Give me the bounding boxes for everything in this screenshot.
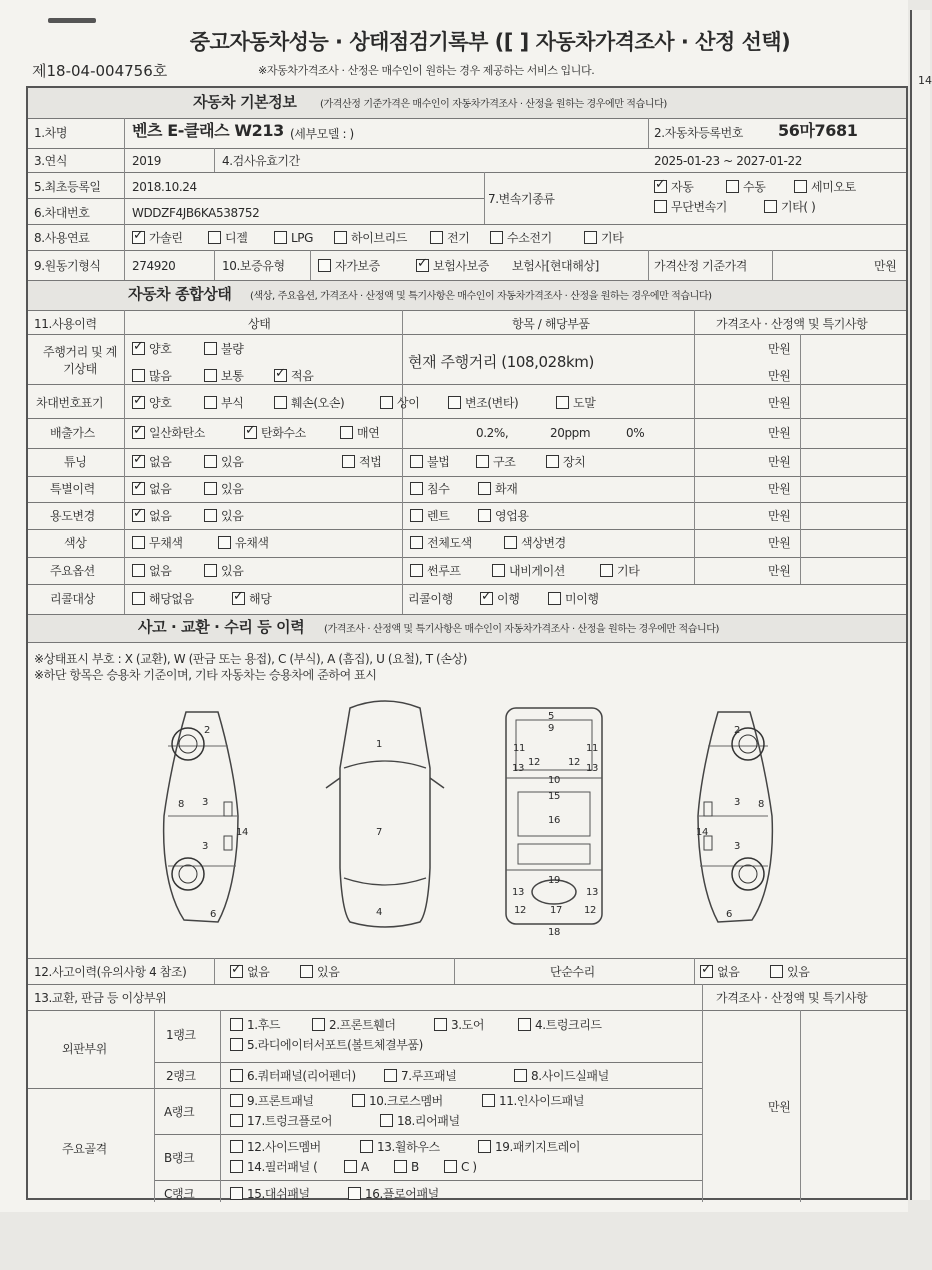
warranty-insurer-name: 보험사[현대해상]: [512, 259, 599, 273]
part-dash-panel[interactable]: 15.대쉬패널: [230, 1187, 310, 1201]
mileage-many[interactable]: 많음: [132, 369, 171, 383]
part-pillar-c-checkbox[interactable]: [444, 1160, 457, 1173]
usage-none[interactable]: ✓ 없음: [132, 509, 171, 523]
document-number: 제18-04-004756호: [32, 62, 168, 80]
option-exist[interactable]: 있음: [204, 564, 243, 578]
tuning-legal[interactable]: 적법: [342, 455, 381, 469]
part-front-fender-checkbox[interactable]: [312, 1018, 325, 1031]
trans-other-checkbox[interactable]: [764, 200, 777, 213]
fuel-lpg-checkbox[interactable]: [274, 231, 287, 244]
special-flood-checkbox[interactable]: [410, 482, 423, 495]
part-wheel-house[interactable]: 13.휠하우스: [360, 1140, 440, 1154]
rank1-label: 1랭크: [166, 1028, 196, 1042]
transmission-label: 7.변속기종류: [488, 192, 555, 206]
valid-period-value: 2025-01-23 ~ 2027-01-22: [654, 154, 802, 168]
recall-label: 리콜대상: [50, 592, 95, 606]
part-front-panel-checkbox[interactable]: [230, 1094, 243, 1107]
color-full-paint[interactable]: 전체도색: [410, 536, 472, 550]
reg-no-value: 56마7681: [778, 121, 858, 140]
tuning-device-checkbox[interactable]: [546, 455, 559, 468]
vin-mark-corrosion-checkbox[interactable]: [204, 396, 217, 409]
recall-not-done[interactable]: 미이행: [548, 592, 599, 606]
trans-manual-checkbox[interactable]: [726, 180, 739, 193]
part-trunk-floor[interactable]: 17.트렁크플로어: [230, 1114, 332, 1128]
usage-rent-checkbox[interactable]: [410, 509, 423, 522]
vin-mark-altered[interactable]: 변조(변타): [448, 396, 518, 410]
accident-none[interactable]: ✓ 없음: [230, 965, 269, 979]
car-left-side-diagram: [148, 706, 258, 928]
color-full-paint-checkbox[interactable]: [410, 536, 423, 549]
usage-rent[interactable]: 렌트: [410, 509, 449, 523]
part-num-9: 9: [548, 723, 554, 734]
color-label: 색상: [64, 536, 87, 550]
part-cross-member[interactable]: 10.크로스멤버: [352, 1094, 443, 1108]
fuel-gasoline[interactable]: ✓ 가솔린: [132, 231, 183, 245]
current-mileage: 현재 주행거리 (108,028km): [408, 353, 594, 371]
part-trunk-lid[interactable]: 4.트렁크리드: [518, 1018, 602, 1032]
usage-price-won: 만원: [768, 509, 791, 523]
mileage-label: 주행거리 및 계기상태: [43, 345, 117, 376]
part-num-1-hood: 1: [376, 739, 382, 750]
vin-mark-smeared-checkbox[interactable]: [556, 396, 569, 409]
part-door-checkbox[interactable]: [434, 1018, 447, 1031]
rankB-label: B랭크: [164, 1151, 195, 1165]
trans-other-option[interactable]: 기타( ): [764, 200, 815, 214]
part-num-11-left: 11: [513, 743, 525, 754]
car-name-value: 벤츠 E-클래스 W213: [132, 121, 284, 140]
part-radiator-support[interactable]: 5.라디에이터서포트(볼트체결부품): [230, 1038, 423, 1052]
vin-mark-price-won: 만원: [768, 396, 791, 410]
mileage-count-price-won: 만원: [768, 369, 791, 383]
part-rear-panel-checkbox[interactable]: [380, 1114, 393, 1127]
part-inside-panel-checkbox[interactable]: [482, 1094, 495, 1107]
part-side-sill-checkbox[interactable]: [514, 1069, 527, 1082]
part-num-15: 15: [548, 791, 560, 802]
part-floor-panel[interactable]: 16.플로어패널: [348, 1187, 439, 1201]
part-num-3-right-lower: 3: [734, 841, 740, 852]
recall-done[interactable]: ✓ 이행: [480, 592, 519, 606]
color-achromatic[interactable]: 무채색: [132, 536, 183, 550]
usage-business-checkbox[interactable]: [478, 509, 491, 522]
recall-not-applicable-checkbox[interactable]: [132, 592, 145, 605]
base-price-label: 가격산정 기준가격: [654, 259, 747, 273]
special-fire[interactable]: 화재: [478, 482, 517, 496]
tuning-device[interactable]: 장치: [546, 455, 585, 469]
inspection-form: [26, 86, 908, 1200]
part-side-member[interactable]: 12.사이드멤버: [230, 1140, 321, 1154]
part-roof-panel[interactable]: 7.루프패널: [384, 1069, 456, 1083]
warranty-label: 10.보증유형: [222, 259, 285, 273]
parts-price-won: 만원: [768, 1100, 791, 1114]
meter-bad[interactable]: 불량: [204, 342, 243, 356]
part-front-panel[interactable]: 9.프론트패널: [230, 1094, 314, 1108]
part-pillar-panel-checkbox[interactable]: [230, 1160, 243, 1173]
part-num-6-left: 6: [210, 909, 216, 920]
valid-period-label: 4.검사유효기간: [222, 154, 300, 168]
part-trunk-floor-checkbox[interactable]: [230, 1114, 243, 1127]
color-change-checkbox[interactable]: [504, 536, 517, 549]
year-label: 3.연식: [34, 154, 68, 168]
part-floor-panel-checkbox[interactable]: [348, 1187, 361, 1200]
emission-co[interactable]: ✓ 일산화탄소: [132, 426, 205, 440]
warranty-self-option[interactable]: 자가보증: [318, 259, 380, 273]
emission-price-won: 만원: [768, 426, 791, 440]
part-num-14-right: 14: [696, 827, 708, 838]
part-num-4-trunk: 4: [376, 907, 382, 918]
vin-mark-damaged[interactable]: 훼손(오손): [274, 396, 344, 410]
part-wheel-house-checkbox[interactable]: [360, 1140, 373, 1153]
usage-exist[interactable]: 있음: [204, 509, 243, 523]
rank2-label: 2랭크: [166, 1069, 196, 1083]
emission-hc-value: 20ppm: [550, 426, 591, 440]
simple-repair-exist-checkbox[interactable]: [770, 965, 783, 978]
part-num-12-upper-right: 12: [568, 757, 580, 768]
vin-mark-altered-checkbox[interactable]: [448, 396, 461, 409]
pen-mark: [48, 18, 96, 23]
part-num-11-right: 11: [586, 743, 598, 754]
simple-repair-none-checkbox[interactable]: [700, 965, 713, 978]
vin-mark-corrosion[interactable]: 부식: [204, 396, 243, 410]
tuning-legal-checkbox[interactable]: [342, 455, 355, 468]
fuel-gasoline-checkbox[interactable]: [132, 231, 145, 244]
emission-label: 배출가스: [50, 426, 95, 440]
tuning-exist-checkbox[interactable]: [204, 455, 217, 468]
vin-mark-different[interactable]: 상이: [380, 396, 419, 410]
overall-status-note: (색상, 주요옵션, 가격조사 · 산정액 및 특기사항은 매수인이 자동차가격조사 · 산정을 원하는 경우에만 적습니다): [250, 291, 712, 302]
option-exist-checkbox[interactable]: [204, 564, 217, 577]
part-num-8-left: 8: [178, 799, 184, 810]
car-right-side-diagram: [678, 706, 788, 928]
recall-done-label: 리콜이행: [408, 592, 453, 606]
part-num-12-upper-left: 12: [528, 757, 540, 768]
part-package-tray-checkbox[interactable]: [478, 1140, 491, 1153]
part-door[interactable]: 3.도어: [434, 1018, 484, 1032]
trans-semi-option[interactable]: 세미오토: [794, 180, 856, 194]
special-flood[interactable]: 침수: [410, 482, 449, 496]
vin-mark-smeared[interactable]: 도말: [556, 396, 595, 410]
fuel-label: 8.사용연료: [34, 231, 90, 245]
basic-info-note: (가격산정 기준가격은 매수인이 자동차가격조사 · 산정을 원하는 경우에만 적습니다): [320, 99, 667, 110]
color-price-won: 만원: [768, 536, 791, 550]
option-etc[interactable]: 기타: [600, 564, 639, 578]
part-trunk-lid-checkbox[interactable]: [518, 1018, 531, 1031]
simple-repair-none[interactable]: ✓ 없음: [700, 965, 739, 979]
part-dash-panel-checkbox[interactable]: [230, 1187, 243, 1200]
special-exist-checkbox[interactable]: [204, 482, 217, 495]
trans-cvt-checkbox[interactable]: [654, 200, 667, 213]
mileage-price-won: 만원: [768, 342, 791, 356]
abnormal-parts-label: 13.교환, 판금 등 이상부위: [34, 991, 167, 1005]
part-num-18: 18: [548, 927, 560, 938]
car-top-view-diagram: [320, 698, 450, 930]
parts-price-label: 가격조사 · 산정액 및 특기사항: [716, 991, 868, 1005]
warranty-self-checkbox[interactable]: [318, 259, 331, 272]
accident-history-label: 12.사고이력(유의사항 4 참조): [34, 965, 187, 979]
simple-repair-exist[interactable]: 있음: [770, 965, 809, 979]
passenger-note: ※하단 항목은 승용차 기준이며, 기타 자동차는 승용차에 준하여 표시: [34, 668, 377, 682]
part-radiator-support-checkbox[interactable]: [230, 1038, 243, 1051]
part-num-14-left: 14: [236, 827, 248, 838]
part-side-member-checkbox[interactable]: [230, 1140, 243, 1153]
fuel-lpg[interactable]: LPG: [274, 231, 313, 245]
usage-change-label: 용도변경: [50, 509, 95, 523]
special-fire-checkbox[interactable]: [478, 482, 491, 495]
mileage-normal[interactable]: 보통: [204, 369, 243, 383]
part-num-3-left-upper: 3: [202, 797, 208, 808]
recall-applicable[interactable]: ✓ 해당: [232, 592, 271, 606]
part-num-13-upper-left: 13: [512, 763, 524, 774]
vin-mark-good[interactable]: ✓ 양호: [132, 396, 171, 410]
part-pillar-b-checkbox[interactable]: [394, 1160, 407, 1173]
option-sunroof-checkbox[interactable]: [410, 564, 423, 577]
emission-hc[interactable]: ✓ 탄화수소: [244, 426, 306, 440]
part-num-7-roof: 7: [376, 827, 382, 838]
next-page-edge: [910, 10, 930, 1200]
part-pillar-a-checkbox[interactable]: [344, 1160, 357, 1173]
fuel-hybrid[interactable]: 하이브리드: [334, 231, 407, 245]
accident-none-checkbox[interactable]: [230, 965, 243, 978]
fuel-diesel-checkbox[interactable]: [208, 231, 221, 244]
part-pillar-c[interactable]: C ): [444, 1160, 477, 1174]
trans-cvt-option[interactable]: 무단변속기: [654, 200, 727, 214]
part-num-12-lower-right: 12: [584, 905, 596, 916]
fuel-other-checkbox[interactable]: [584, 231, 597, 244]
part-rear-panel[interactable]: 18.리어패널: [380, 1114, 460, 1128]
emission-hc-checkbox[interactable]: [244, 426, 257, 439]
meter-good-checkbox[interactable]: [132, 342, 145, 355]
price-col: 가격조사 · 산정액 및 특기사항: [716, 317, 868, 331]
engine-value: 274920: [132, 259, 176, 273]
vin-label: 6.차대번호: [34, 206, 90, 220]
option-none[interactable]: 없음: [132, 564, 171, 578]
recall-done-checkbox[interactable]: [480, 592, 493, 605]
mileage-many-checkbox[interactable]: [132, 369, 145, 382]
state-col: 상태: [248, 317, 271, 331]
special-none-checkbox[interactable]: [132, 482, 145, 495]
meter-bad-checkbox[interactable]: [204, 342, 217, 355]
main-frame-label: 주요골격: [62, 1142, 107, 1156]
overall-status-heading: 자동차 종합상태: [128, 285, 232, 303]
first-reg-value: 2018.10.24: [132, 180, 197, 194]
emission-co-value: 0.2%,: [476, 426, 509, 440]
recall-not-done-checkbox[interactable]: [548, 592, 561, 605]
recall-applicable-checkbox[interactable]: [232, 592, 245, 605]
part-num-12-lower-left: 12: [514, 905, 526, 916]
trans-auto-option[interactable]: ✓자동: [654, 180, 693, 194]
part-pillar-b[interactable]: B: [394, 1160, 419, 1174]
accident-exist-checkbox[interactable]: [300, 965, 313, 978]
vin-mark-label: 차대번호표기: [36, 396, 104, 410]
part-pillar-a[interactable]: A: [344, 1160, 369, 1174]
simple-repair-label: 단순수리: [550, 965, 595, 979]
warranty-insurance-checkbox[interactable]: [416, 259, 429, 272]
mileage-few-checkbox[interactable]: [274, 369, 287, 382]
warranty-insurance-option[interactable]: ✓ 보험사보증: [416, 259, 489, 273]
outer-panels-label: 외판부위: [62, 1042, 107, 1056]
part-num-13-lower-right: 13: [586, 887, 598, 898]
main-option-label: 주요옵션: [50, 564, 95, 578]
part-pillar-panel[interactable]: 14.필러패널 (: [230, 1160, 317, 1174]
car-name-label: 1.차명: [34, 126, 68, 140]
status-legend: ※상태표시 부호 : X (교환), W (판금 또는 용접), C (부식), A (흠집), U (요철), T (손상): [34, 652, 467, 666]
trans-manual-option[interactable]: 수동: [726, 180, 765, 194]
rankA-label: A랭크: [164, 1105, 195, 1119]
part-package-tray[interactable]: 19.패키지트레이: [478, 1140, 580, 1154]
part-num-2-right: 2: [734, 725, 740, 736]
part-quarter-panel[interactable]: 6.쿼터패널(리어펜더): [230, 1069, 356, 1083]
part-num-3-right-upper: 3: [734, 797, 740, 808]
accident-heading: 사고 · 교환 · 수리 등 이력: [138, 618, 305, 636]
mileage-normal-checkbox[interactable]: [204, 369, 217, 382]
reg-no-label: 2.자동차등록번호: [654, 126, 743, 140]
trans-auto-checkbox[interactable]: [654, 180, 667, 193]
service-notice: ※자동차가격조사 · 산정은 매수인이 원하는 경우 제공하는 서비스 입니다.: [258, 64, 595, 77]
part-num-16: 16: [548, 815, 560, 826]
part-side-sill[interactable]: 8.사이드실패널: [514, 1069, 609, 1083]
part-quarter-panel-checkbox[interactable]: [230, 1069, 243, 1082]
special-price-won: 만원: [768, 482, 791, 496]
fuel-electric[interactable]: 전기: [430, 231, 469, 245]
part-hood-checkbox[interactable]: [230, 1018, 243, 1031]
fuel-other[interactable]: 기타: [584, 231, 623, 245]
part-num-10: 10: [548, 775, 560, 786]
tuning-illegal[interactable]: 불법: [410, 455, 449, 469]
accident-exist[interactable]: 있음: [300, 965, 339, 979]
option-sunroof[interactable]: 썬루프: [410, 564, 461, 578]
emission-co-checkbox[interactable]: [132, 426, 145, 439]
special-exist[interactable]: 있음: [204, 482, 243, 496]
basic-info-heading: 자동차 기본정보: [193, 93, 297, 111]
part-num-3-left-lower: 3: [202, 841, 208, 852]
vin-mark-different-checkbox[interactable]: [380, 396, 393, 409]
tuning-exist[interactable]: 있음: [204, 455, 243, 469]
special-history-label: 특별이력: [50, 482, 95, 496]
rankC-label: C랭크: [164, 1187, 195, 1201]
color-change[interactable]: 색상변경: [504, 536, 566, 550]
tuning-label: 튜닝: [64, 455, 87, 469]
color-chromatic[interactable]: 유채색: [218, 536, 269, 550]
emission-smoke-checkbox[interactable]: [340, 426, 353, 439]
emission-smoke-value: 0%: [626, 426, 645, 440]
page-edge-text: 14: [918, 74, 932, 87]
special-none[interactable]: ✓ 없음: [132, 482, 171, 496]
part-num-17: 17: [550, 905, 562, 916]
fuel-hydrogen[interactable]: 수소전기: [490, 231, 552, 245]
vin-mark-damaged-checkbox[interactable]: [274, 396, 287, 409]
part-num-13-upper-right: 13: [586, 763, 598, 774]
base-price-won: 만원: [874, 259, 897, 273]
tuning-none-checkbox[interactable]: [132, 455, 145, 468]
car-name-submodel: (세부모델 : ): [290, 127, 354, 141]
part-num-8-right: 8: [758, 799, 764, 810]
tuning-illegal-checkbox[interactable]: [410, 455, 423, 468]
engine-label: 9.원동기형식: [34, 259, 101, 273]
option-navigation[interactable]: 내비게이션: [492, 564, 565, 578]
emission-smoke[interactable]: 매연: [340, 426, 379, 440]
trans-semi-checkbox[interactable]: [794, 180, 807, 193]
part-num-19: 19: [548, 875, 560, 886]
vin-value: WDDZF4JB6KA538752: [132, 206, 260, 220]
usage-exist-checkbox[interactable]: [204, 509, 217, 522]
option-none-checkbox[interactable]: [132, 564, 145, 577]
part-num-6-right: 6: [726, 909, 732, 920]
part-num-2-left: 2: [204, 725, 210, 736]
recall-not-applicable[interactable]: 해당없음: [132, 592, 194, 606]
tuning-none[interactable]: ✓ 없음: [132, 455, 171, 469]
fuel-diesel[interactable]: 디젤: [208, 231, 247, 245]
part-cross-member-checkbox[interactable]: [352, 1094, 365, 1107]
fuel-hybrid-checkbox[interactable]: [334, 231, 347, 244]
tuning-structure-checkbox[interactable]: [476, 455, 489, 468]
use-history-col: 11.사용이력: [34, 317, 97, 331]
first-reg-label: 5.최초등록일: [34, 180, 101, 194]
fuel-hydrogen-checkbox[interactable]: [490, 231, 503, 244]
color-achromatic-checkbox[interactable]: [132, 536, 145, 549]
vin-mark-good-checkbox[interactable]: [132, 396, 145, 409]
accident-note: (가격조사 · 산정액 및 특기사항은 매수인이 자동차가격조사 · 산정을 원하는 경우에만 적습니다): [324, 624, 720, 635]
part-num-13-lower-left: 13: [512, 887, 524, 898]
year-value: 2019: [132, 154, 161, 168]
color-chromatic-checkbox[interactable]: [218, 536, 231, 549]
meter-good[interactable]: ✓양호: [132, 342, 171, 356]
item-col: 항목 / 해당부품: [512, 317, 590, 331]
part-num-5: 5: [548, 711, 554, 722]
part-roof-panel-checkbox[interactable]: [384, 1069, 397, 1082]
mileage-few[interactable]: ✓ 적음: [274, 369, 313, 383]
option-navigation-checkbox[interactable]: [492, 564, 505, 577]
option-price-won: 만원: [768, 564, 791, 578]
part-front-fender[interactable]: 2.프론트휀더: [312, 1018, 396, 1032]
option-etc-checkbox[interactable]: [600, 564, 613, 577]
part-inside-panel[interactable]: 11.인사이드패널: [482, 1094, 584, 1108]
usage-business[interactable]: 영업용: [478, 509, 529, 523]
form-title: 중고자동차성능 · 상태점검기록부 ([ ] 자동차가격조사 · 산정 선택): [189, 30, 791, 54]
fuel-electric-checkbox[interactable]: [430, 231, 443, 244]
usage-none-checkbox[interactable]: [132, 509, 145, 522]
tuning-price-won: 만원: [768, 455, 791, 469]
tuning-structure[interactable]: 구조: [476, 455, 515, 469]
part-hood[interactable]: 1.후드: [230, 1018, 280, 1032]
